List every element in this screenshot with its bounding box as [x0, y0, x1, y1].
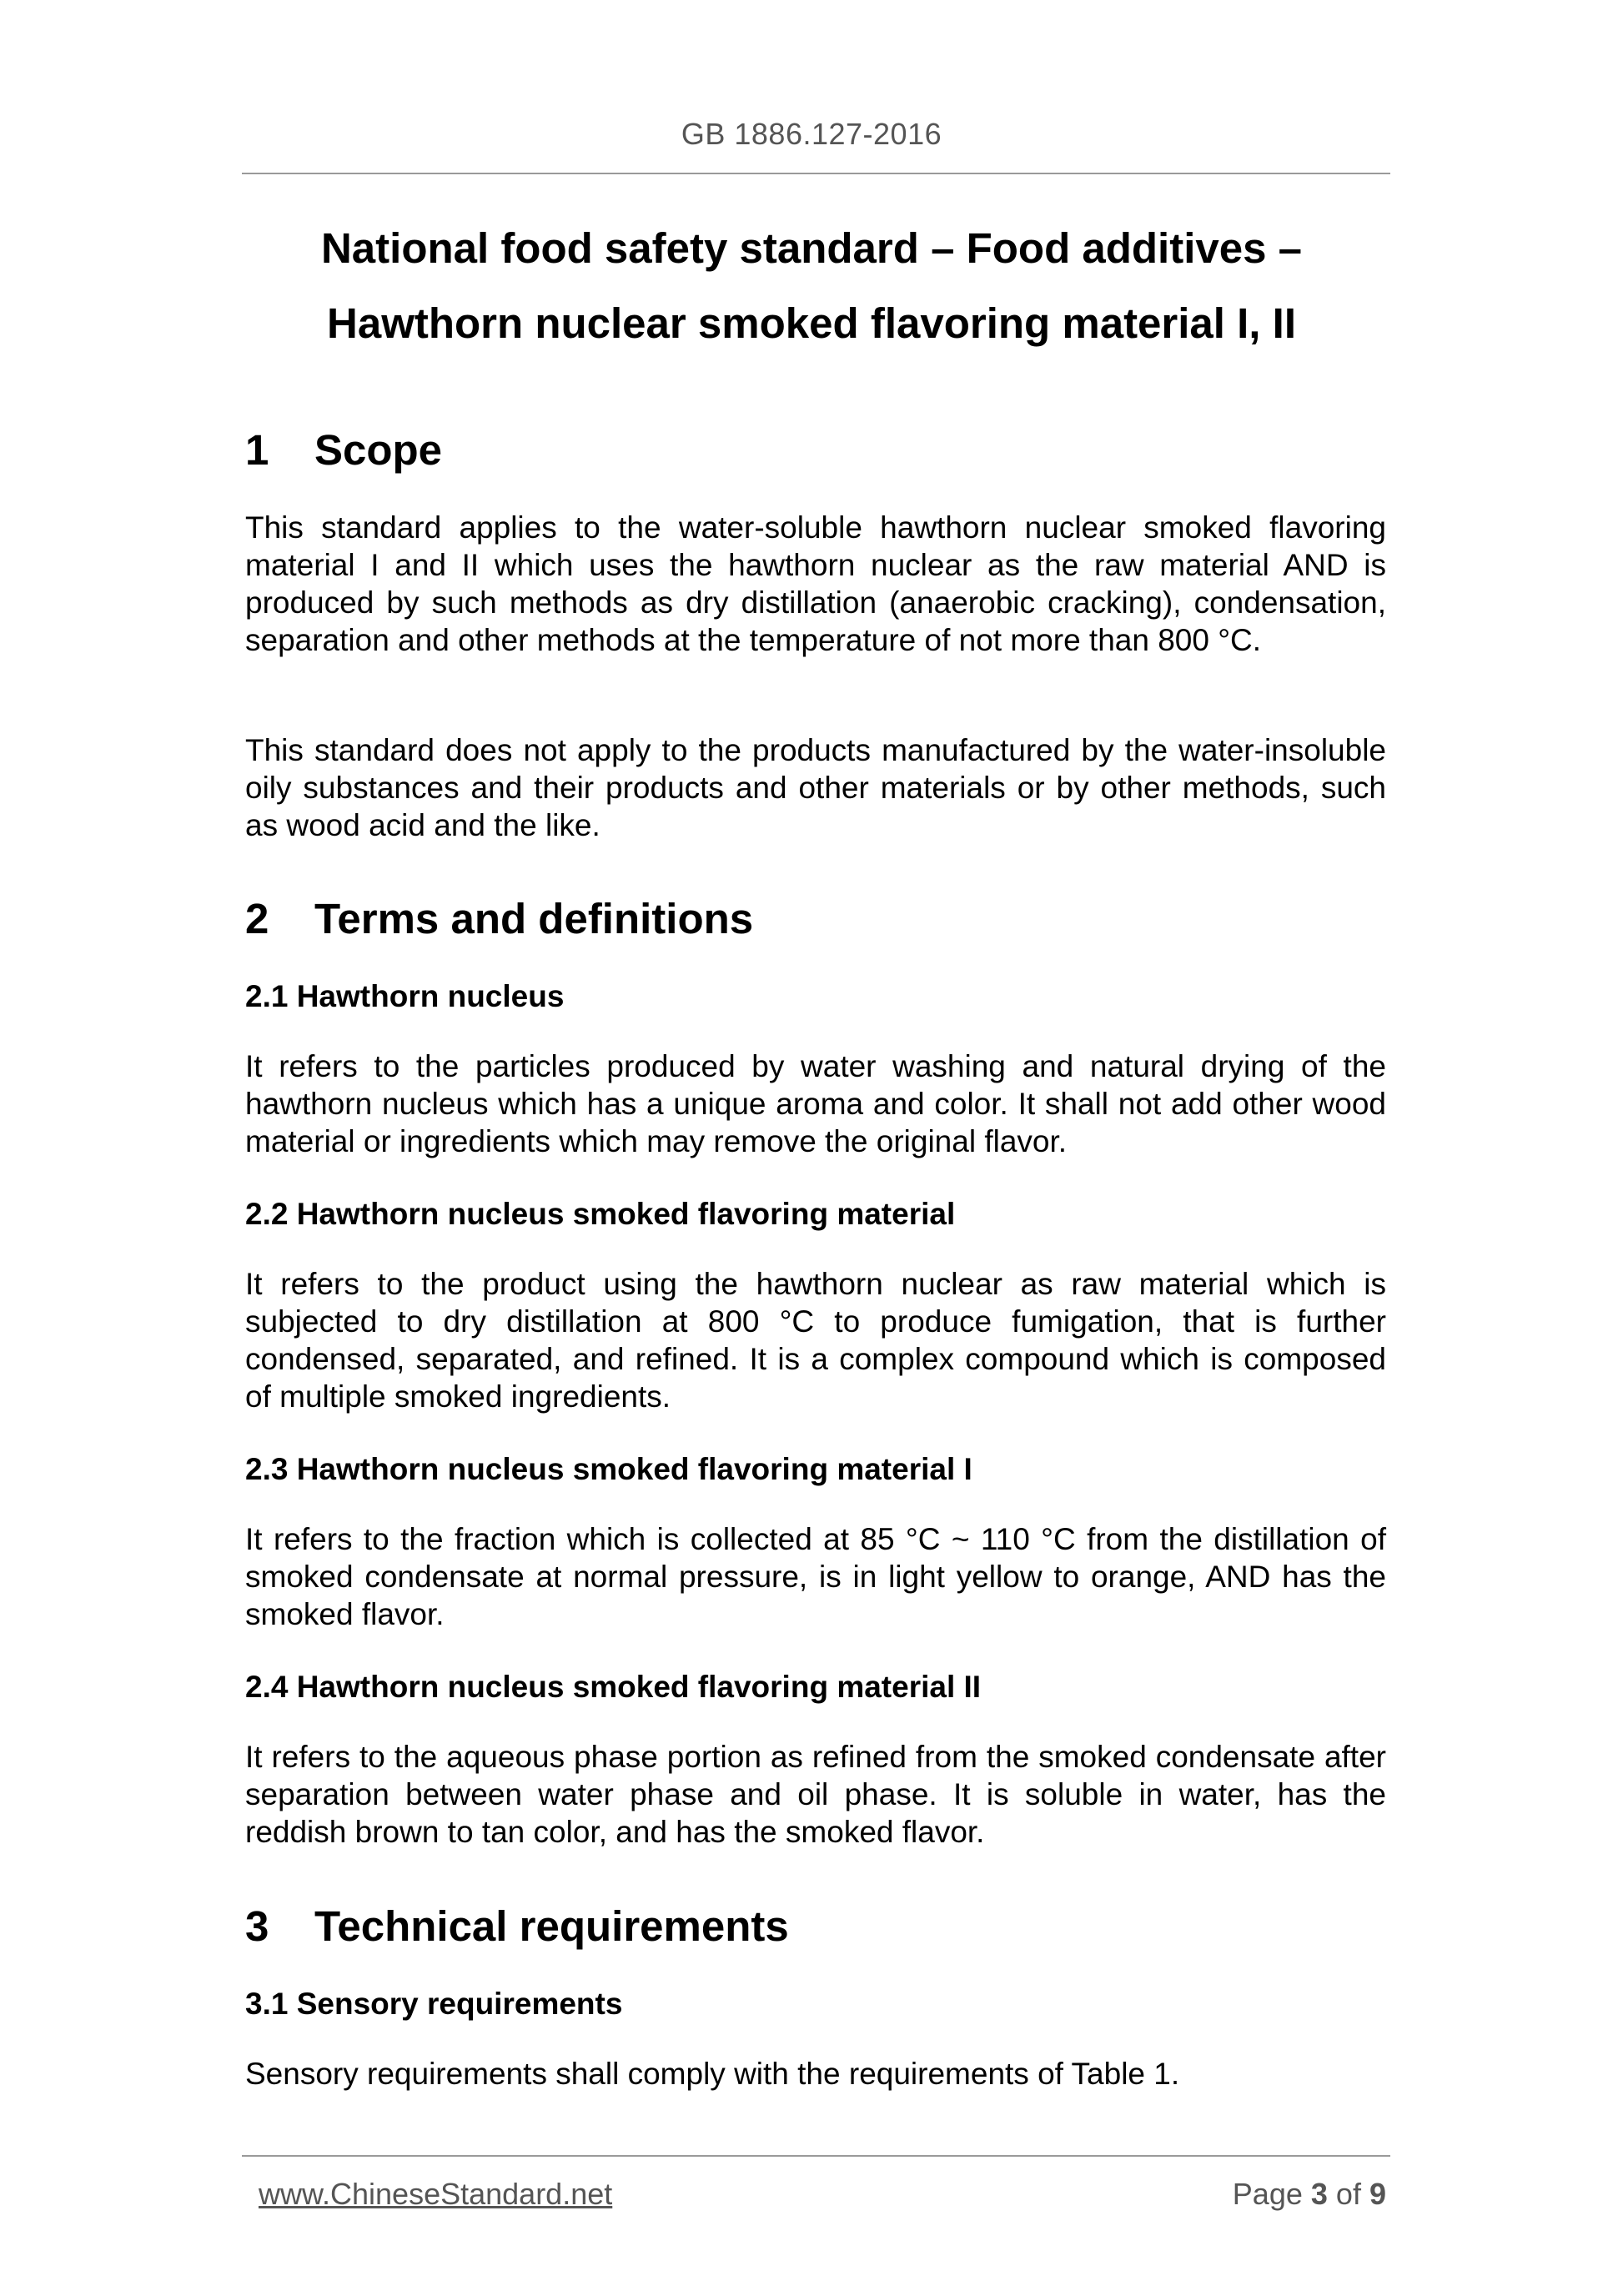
section-title: Scope — [314, 426, 443, 474]
subsection-text-2-2: It refers to the product using the hawthorn nuclear as raw material which is subjected to dry distillation at 800 °C to produce fumigation, that is further condensed, separated, and refined. It is a complex compound which is composed of multiple smoked ingredients. — [245, 1267, 1386, 1414]
document-title-line-2: Hawthorn nuclear smoked flavoring material I, II — [327, 299, 1296, 347]
subsection-text-2-3: It refers to the fraction which is collected at 85 °C ~ 110 °C from the distillation of smoked condensate at normal pressure, is in light yellow to orange, AND has the smoked flavor. — [245, 1522, 1386, 1631]
section-number: 3 — [245, 1902, 269, 1950]
scope-paragraph-2: This standard does not apply to the products manufactured by the water-insoluble oily substances and their products and other materials or by other methods, such as wood acid and the like. — [245, 733, 1386, 842]
subsection-text-3-1: Sensory requirements shall comply with the requirements of Table 1. — [245, 2057, 1180, 2091]
subsection-heading-2-3: 2.3 Hawthorn nucleus smoked flavoring material I — [245, 1452, 972, 1486]
page-of: of — [1335, 2177, 1361, 2211]
header-divider — [242, 173, 1390, 174]
section-number: 1 — [245, 426, 269, 474]
document-title-line-1: National food safety standard – Food additives – — [320, 224, 1303, 272]
page-current: 3 — [1310, 2177, 1328, 2211]
section-heading-technical-requirements — [245, 1902, 789, 1952]
section-title: Technical requirements — [314, 1902, 789, 1950]
section-heading-terms — [245, 894, 753, 944]
section-heading-scope — [245, 425, 442, 475]
subsection-heading-2-2: 2.2 Hawthorn nucleus smoked flavoring material — [245, 1197, 956, 1231]
subsection-heading-3-1: 3.1 Sensory requirements — [245, 1987, 623, 2021]
subsection-text-2-4: It refers to the aqueous phase portion as refined from the smoked condensate after separation between water phase and oil phase. It is soluble in water, has the reddish brown to tan color, and has the smoked flavor. — [245, 1740, 1386, 1849]
footer-divider — [242, 2155, 1390, 2157]
page-prefix: Page — [1232, 2177, 1303, 2211]
website-link[interactable]: www.ChineseStandard.net — [259, 2177, 613, 2211]
subsection-heading-2-1: 2.1 Hawthorn nucleus — [245, 979, 565, 1013]
scope-paragraph-1: This standard applies to the water-soluble hawthorn nuclear smoked flavoring material I and II which uses the hawthorn nuclear as the raw material AND is produced by such methods as dry distillation (anaerobic cracking), condensation, separation and other methods at the temperature of not more than 800 °C. — [245, 510, 1386, 657]
page-indicator — [1233, 2177, 1386, 2212]
section-title: Terms and definitions — [314, 895, 754, 942]
page-total: 9 — [1369, 2177, 1386, 2211]
subsection-text-2-1: It refers to the particles produced by water washing and natural drying of the hawthorn nucleus which has a unique aroma and color. It shall not add other wood material or ingredients which may remove the original flavor. — [245, 1049, 1386, 1158]
subsection-heading-2-4: 2.4 Hawthorn nucleus smoked flavoring material II — [245, 1670, 982, 1704]
document-code-header: GB 1886.127-2016 — [681, 117, 942, 151]
section-number: 2 — [245, 895, 269, 942]
